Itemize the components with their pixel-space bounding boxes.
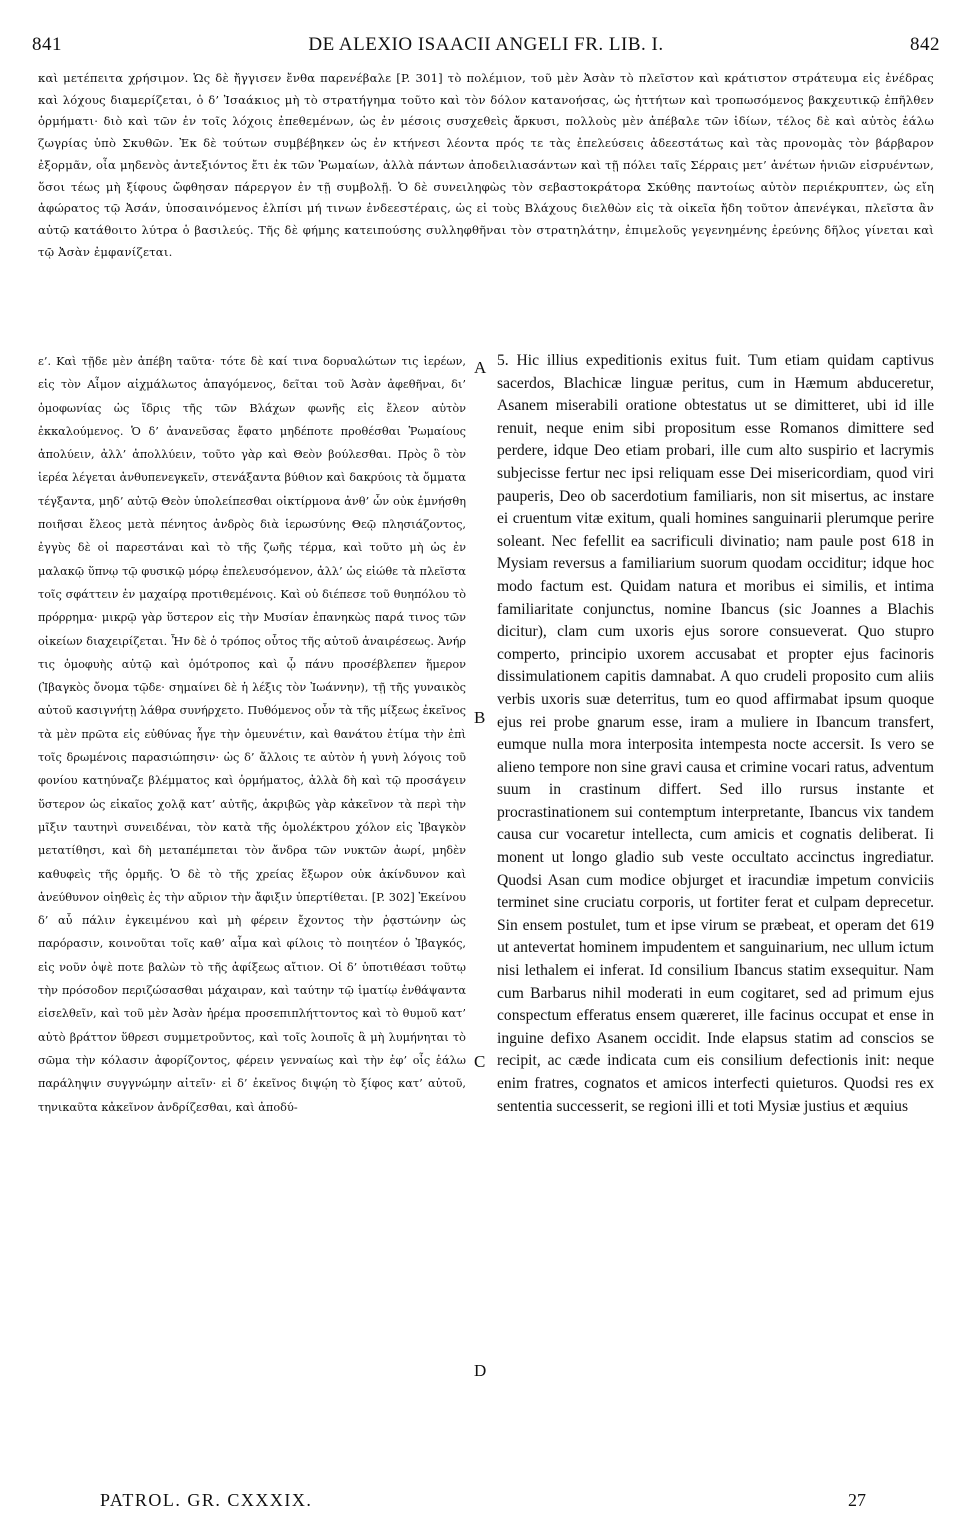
margin-marker-c: C: [474, 1052, 486, 1071]
greek-column-text: ε’. Καὶ τῇδε μὲν ἀπέβη ταῦτα· τότε δὲ καί τινα δορυαλώτων τις ἱερέων, εἰς τὸν Αἷμον αἰχμάλωτος ἀπαγόμενος, δεῖται τοῦ Ἀσὰν ἀφεθῆναι, δι’ ὁμοφωνίας ὡς ἴδρις τῆς τῶν Βλάχων φωνῆς εἰς ἔλεον αὐτὸν ἐκκαλούμενος. Ὁ δ’ ἀνανεῦσας ἔφατο μηδέποτε προθέσθαι Ῥωμαίους ἀπολύειν, ἀλλ’ ἀπολλύειν, τοῦτο γὰρ καὶ Θεὸν βούλεσθαι. Πρὸς ὃ τὸν ἱερέα λέγεται ἀνθυπενεγκεῖν, στενάξαντα βύθιον καὶ δακρύοις τὰ ὄμματα τέγξαντα, μηδ’ αὐτῷ Θεὸν ὑπολείπεσθαι οἰκτίρμονα ἀνθ’ ὧν οὐκ ἐμνήσθη ποιῆσαι ἔλεος μετὰ πένητος ἀνδρὸς διὰ ἱερωσύνης Θεῷ πλησιάζοντος, ἐγγὺς δὲ οἱ παρεστάναι καὶ τὸ τῆς ζωῆς τέρμα, καὶ τοῦτο μὴ ὡς ἐν μαλακῷ ὕπνῳ τῷ φυσικῷ μόρῳ ἐπελευσόμενον, ἀλλ’ ὡς εἰώθε τὰ πλεῖστα τοῖς σφάττειν ἐν μαχαίρᾳ προτιθεμένοις. Καὶ οὐ διέπεσε τοῦ θυηπόλου τὸ πρόρρημα· μικρῷ γὰρ ὕστερον εἰς τὴν Μυσίαν ἐπανηκὼς παρά τινος τῶν οἰκείων διαχειρίζεται. Ἦν δὲ ὁ τρόπος οὗτος τῆς αὐτοῦ ἀναιρέσεως. Ἀνήρ τις ὁμοφυὴς αὐτῷ καὶ ὁμότροπος καὶ ᾧ πάνυ προσέβλεπεν ἥμερον (Ἰβαγκὸς ὄνομα τῷδε· σημαίνει δὲ ἡ λέξις τὸν Ἰωάννην), τῇ τῆς γυναικὸς αὐτοῦ κασιγνήτῃ λάθρα συνήρχετο. Πυθόμενος οὖν τὰ τῆς μίξεως ἐκεῖνος τὰ μὲν πρῶτα εἰς εὐθύνας ἦγε τὴν ὁμευνέτιν, καὶ θανάτου ἐτίμα τὴν ἐπὶ τοῖς δρωμένοις παρασιώπησιν· ὡς δ’ ἄλλοις τε αὐτὸν ἡ γυνὴ λόγοις τοῦ φονίου κατηύναζε βλέμματος καὶ ὁρμήματος, ἀλλὰ δὴ καὶ τῷ προσάγειν ὕστερον ὡς εἰκαῖος χολᾷ κατ’ αὐτῆς, ἀκριβῶς γὰρ κἀκεῖνον τὰ περὶ τὴν μῖξιν ταυτηνὶ συνειδέναι, τὸν κατὰ τῆς ὁμολέκτρου χόλον εἰς Ἰβαγκὸν μετατίθησι, καὶ δὴ μεταπέμπεται τὸν ἄνδρα τῶν νυκτῶν ἀωρί, μηδὲν καθυφεὶς τῆς ὁρμῆς. Ὁ δὲ τὸ τῆς χρείας ἔξωρον οὐκ ἀκίνδυνον καὶ ἀνεύθυνον οἰηθεὶς ἐς τὴν αὔριον τὴν ἄφιξιν ὑπερτίθεται. [P. 302] Ἐκείνου δ’ αὖ πάλιν ἐγκειμένου καὶ μὴ φέρειν ἔχοντος τὴν ῥᾳστώνην ὡς παρόρασιν, κοινοῦται τοῖς καθ’ αἷμα καὶ φίλοις τὸ ποιητέον ὁ Ἰβαγκός, εἰς νοῦν ὀψὲ ποτε βαλὼν τὸ τῆς ἀφίξεως αἴτιον. Οἱ δ’ ὑποτιθέασι τοῦτῳ τὴν πρόσοδον περιζώσασθαι μάχαιραν, καὶ ταύτην τῷ ἱματίῳ ἐνθάψαντα εἰσελθεῖν, καὶ τοῦ μὲν Ἀσὰν ἠρέμα προσεπιπλήττοντος καὶ τὸ θυμοῦ κατ’ αὐτὸ βράττον ὕθρεσι συμμετροῦντος, καὶ τοῖς λοιποῖς ἃ μὴ λυμήνηται τὸ σῶμα τὴν κόλασιν ἀφορίζοντος, φέρειν γενναίως καὶ τὴν ἐφ’ οἷς ἑάλω παράληψιν συγγνώμην αἰτεῖν· εἰ δ’ ἐκεῖνος διψῴη τὸ ξίφος κατ’ αὐτοῦ, τηνικαῦτα κἀκεῖνον ἀνδρίζεσθαι, καὶ ἀποδύ-: [38, 355, 466, 1114]
greek-column: [38, 350, 466, 1119]
running-title: DE ALEXIO ISAACII ANGELI FR. LIB. I.: [308, 34, 664, 55]
latin-column-text: 5. Hic illius expeditionis exitus fuit. Tum etiam quidam captivus sacerdos, Blachicæ linguæ peritus, cum in Hæmum abduceretur, Asanem miserabili oratione obtestatus ut se dimitteret, ubi id ille renuit, neque enim sibi propositum esse Romanos dimittere sed perdere, idque Deo etiam probari, ille cum alto suspirio et lacrymis subjecisse fertur nec ipsi reliquam esse Dei misericordiam, quod viri pauperis, Deo ob sacerdotium familiaris, non sit misertus, ac instare ei cruentum vitæ exitum, quali homines sanguinarii plerumque perire soleant. Nec fefellit ea sacrificuli divinatio; nam paule post 618 in Mysiam reversus a familiarium suorum quodam occiditur; idque hoc modo factum est. Quidam natura et moribus ei similis, et intima familiaritate conjunctus, nomine Ibancus (sic Joannes a Blachis dicitur), clam cum uxoris ejus sorore consueverat. Quo stupro comperto, principio uxorem accusabat et propter ejus facinoris dissimulationem capitis damnabat. A quo crudeli proposito cum aliis verbis uxoris suæ deterritus, tum eo quod affirmabat ipsum quoque ejus rei probe gnarum esse, iram a muliere in Ibancum transfert, eumque nulla mora interposita intempesta nocte accersit. Is vero se alieno tempore non sine gravi causa et crimine vocari ratus, adventum suum in crastinum differt. Sed illo rursus instante et procrastinationem sui contemptum interpretante, Ibancus vix tandem causa cur vocaretur intellecta, cum amicis et cognatis deliberat. Ii monent ut longo gladio sub veste occultato accinctus ingrediatur. Quodsi Asan cum modice objurget et iracundiæ impetum conviciis terminet sine cruciatu corporis, ut fortiter ferat et culpam deprecetur. Sin ensem postulet, tum et ipse virum se præbeat, et operam det 619 ut antevertat hominem impudentem et sanguinarium, nec ullum ictum nisi lethalem ei inferat. Id consilium Ibancus statim exsequitur. Nam cum Barbarus nihil moderati in eum cogitaret, sed ad primum ejus conspectum efferatus ensem quæreret, ille facinus occupat et ense in inguine defixo Asanem occidit. Inde elapsus statim ad conscios se recipit, ac cæde indicata cum eis consilium defectionis init: neque enim fratres, cognatos et amicos interfecti quieturos. Quodsi res ex sententia successerit, se regioni illi et toti Mysiæ justius et æquius: [497, 352, 934, 1115]
margin-marker-d: D: [474, 1361, 487, 1380]
greek-top-paragraph: [38, 68, 934, 263]
footer-series: PATROL. GR. CXXXIX.: [100, 1490, 313, 1510]
page-number-right: 842: [910, 34, 940, 55]
margin-marker-b: B: [474, 708, 486, 727]
latin-column: [497, 350, 934, 1118]
page-number-left: 841: [32, 34, 62, 55]
running-head: [32, 34, 940, 58]
greek-top-text: καὶ μετέπειτα χρήσιμον. Ὡς δὲ ἤγγισεν ἔνθα παρενέβαλε [P. 301] τὸ πολέμιον, τοῦ μὲν Ἀσὰν τὸ πλεῖστον καὶ κράτιστον στράτευμα εἰς ἐνέδρας καὶ λόχους διαμερίζεται, ὁ δ’ Ἰσαάκιος μὴ τὸ στρατήγημα τοῦτο καὶ τὸν δόλον κατανοήσας, ὡς ἡττήτων καὶ τροπωσόμενος βακχευτικῷ ἐπῆλθεν ὁρμήματι· διὸ καὶ τῶν ἐν τοῖς λόχοις ἐπεθεμένων, ὡς ἐν μέσοις συσχεθεὶς ἄρκυσι, πολλοὺς μὲν ἀπέβαλε τῶν ἰδίων, τέλος δὲ καὶ αὐτὸς ἑάλω ζωγρίας ὑπὸ Σκυθῶν. Ἐκ δὲ τούτων συμβέβηκεν ὡς ἐν κτήνεσι λέοντα πρός τε τὰς ἐπελεύσεις ἀδεεστάτως καὶ τὰς προνομὰς τὸν βάρβαρον ἐξορμᾶν, οἷα μηδενὸς ἀντεξιόντος ἔτι ἐκ τῶν Ῥωμαίων, ἀλλὰ πάντων ἀποδειλιασάντων καὶ τῇ πόλει ταῖς Σέρραις μετ’ ἀνέτων ἡνιῶν εἰσρυέντων, ὅσοι τέως μὴ ξίφους ὤφθησαν πάρεργον ἐν τῇ συμβολῇ. Ὁ δὲ συνειληφὼς τὸν σεβαστοκράτορα Σκύθης παντοίως αὐτὸν περιέκρυπτεν, ὡς εἴη ἀφώρατος τῷ Ἀσάν, ὑποσαινόμενος ἐλπίσι μή τινων ἐνδεεστέραις, ὡς εἰ τοὺς Βλάχους διελθὼν εἰς τὰ οἰκεῖα ἤδη τοῦτον ἀπενέγκαι, πλεῖστα ἂν αὐτῷ κατάθοιτο λύτρα ὁ βασιλεύς. Τῆς δὲ φήμης κατειπούσης συλληφθῆναι τὸν στρατηλάτην, ἐπιμελοῦς γεγενημένης ἐρεύνης δῆλος γίνεται καὶ τῷ Ἀσὰν ἐμφανίζεται.: [38, 71, 934, 259]
margin-marker-a: A: [474, 358, 487, 377]
footer-signature: 27: [848, 1490, 866, 1510]
